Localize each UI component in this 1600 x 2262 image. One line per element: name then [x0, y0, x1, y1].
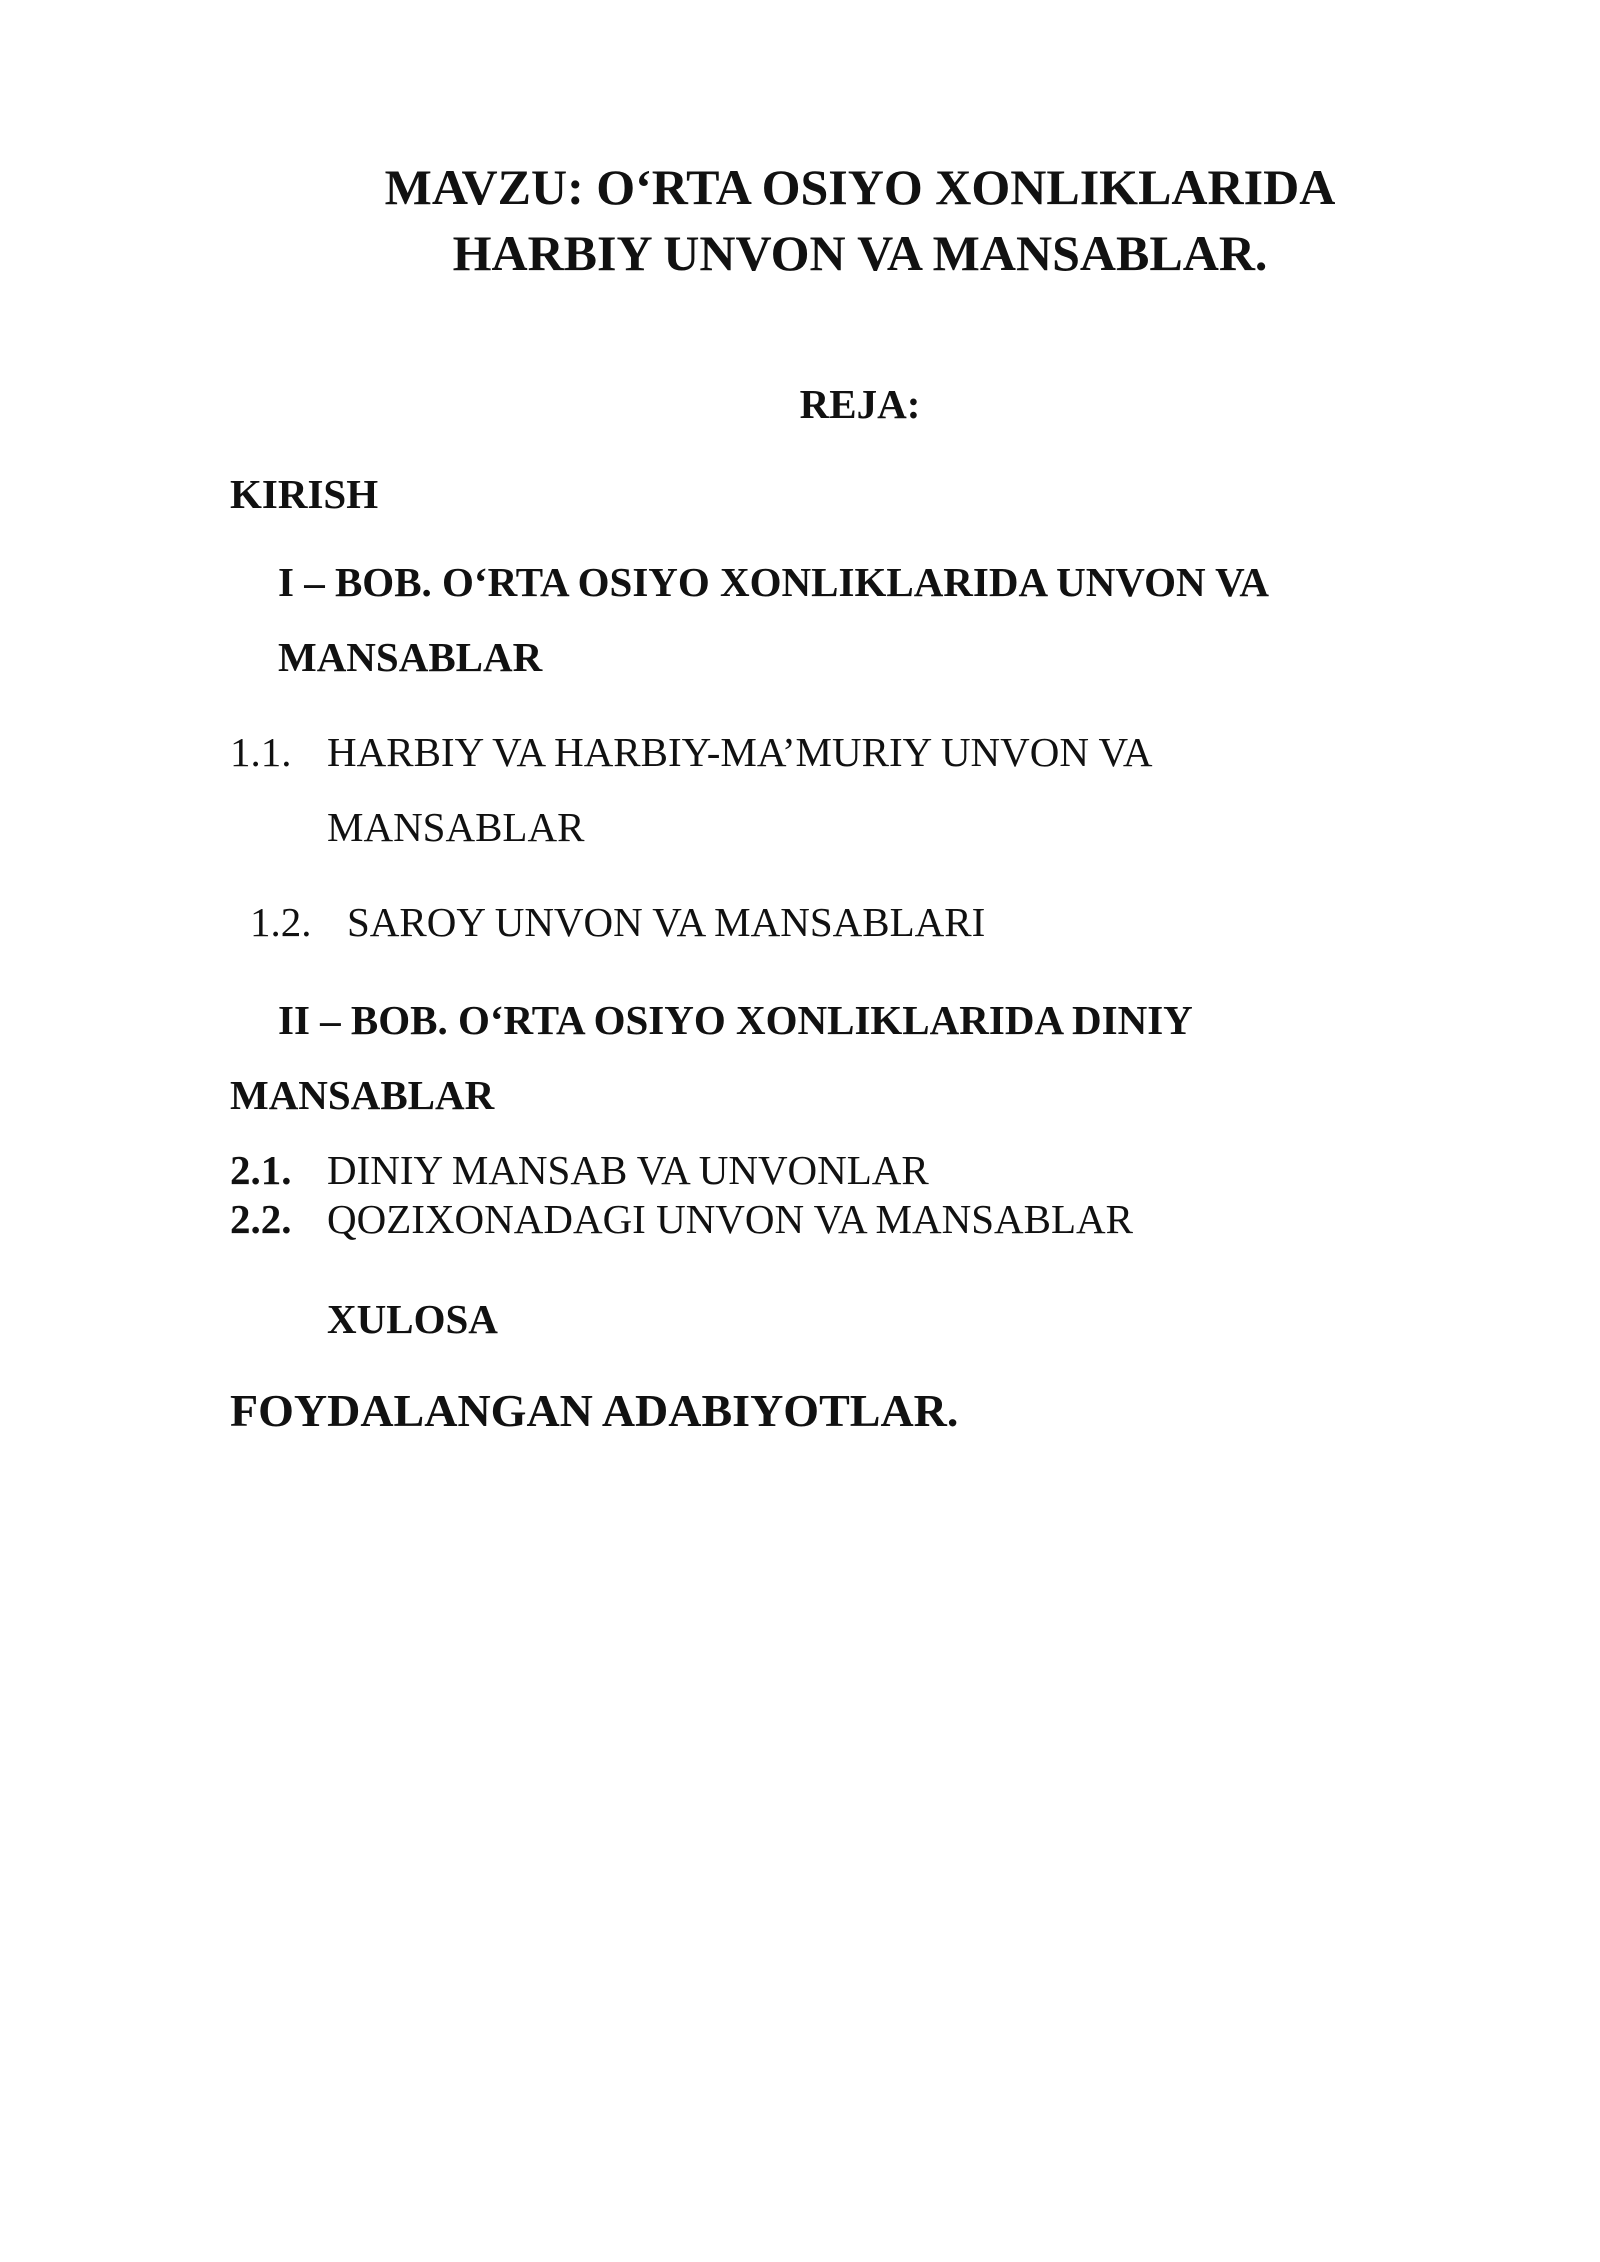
chapter-1-line-1: I – BOB. O‘RTA OSIYO XONLIKLARIDA UNVON VA — [278, 559, 1270, 605]
intro-heading: KIRISH — [230, 471, 379, 517]
chapter-1-line-2: MANSABLAR — [278, 634, 543, 680]
section-1-1-number: 1.1. — [230, 729, 292, 775]
section-1-1-line-1: HARBIY VA HARBIY-MA’MURIY UNVON VA — [327, 729, 1153, 775]
title-line-2: HARBIY UNVON VA MANSABLAR. — [452, 225, 1268, 281]
section-1-2-text: SAROY UNVON VA MANSABLARI — [347, 899, 986, 945]
section-1-1-line-2: MANSABLAR — [327, 804, 585, 850]
chapter-2-line-2: MANSABLAR — [230, 1072, 495, 1118]
plan-heading: REJA: — [799, 381, 921, 427]
conclusion-heading: XULOSA — [327, 1296, 498, 1342]
title-line-1: MAVZU: O‘RTA OSIYO XONLIKLARIDA — [384, 159, 1336, 215]
references-heading: FOYDALANGAN ADABIYOTLAR. — [230, 1385, 959, 1436]
chapter-2-line-1: II – BOB. O‘RTA OSIYO XONLIKLARIDA DINIY — [278, 997, 1193, 1043]
section-1-2-number: 1.2. — [250, 899, 312, 945]
section-2-1-number: 2.1. — [230, 1147, 292, 1193]
section-2-2-number: 2.2. — [230, 1196, 292, 1242]
section-2-2-text: QOZIXONADAGI UNVON VA MANSABLAR — [327, 1196, 1133, 1242]
section-2-1-text: DINIY MANSAB VA UNVONLAR — [327, 1147, 929, 1193]
